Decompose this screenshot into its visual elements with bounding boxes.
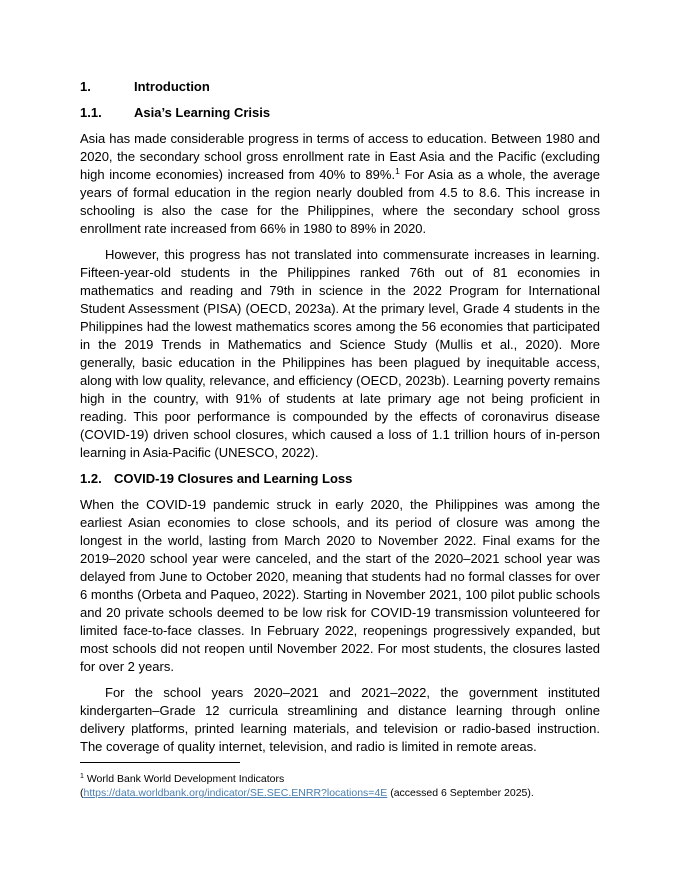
footnote-accessed-date: (accessed 6 September 2025). — [387, 787, 534, 799]
section-title: Introduction — [134, 79, 210, 94]
footnote-marker: 1 — [80, 773, 84, 780]
footnote-source: World Bank World Development Indicators — [83, 773, 285, 785]
section-heading-introduction — [80, 78, 600, 96]
subsection-heading-learning-crisis — [80, 104, 600, 122]
footnote-divider — [80, 762, 240, 763]
subsection-number: 1.2. — [80, 471, 102, 486]
footnote-line-1 — [80, 772, 600, 786]
document-body — [80, 78, 600, 764]
paragraph-text: For Asia as a whole, the average years of formal education in the region nearly doubled from 4.5 to 8.6. This increase in schooling is also the case for the Philippines, where the secondary school gross enrollment rate increased from 66% in 1980 to 89% in 2020. — [80, 167, 600, 236]
section-number: 1. — [80, 79, 91, 94]
paragraph-access-progress — [80, 130, 600, 238]
footnote-link[interactable]: https://data.worldbank.org/indicator/SE.SEC.ENRR?locations=4E — [83, 787, 388, 799]
paragraph-text: Asia has made considerable progress in terms of access to education. Between 1980 and 2020, the secondary school gross enrollment rate in East Asia and the Pacific (excluding high income economies) increased from 40% to 89%. — [80, 131, 600, 182]
footnote-line-2 — [80, 786, 600, 800]
paragraph-distance-learning: For the school years 2020–2021 and 2021–2022, the government instituted kindergarten–Grade 12 curricula streamlining and distance learning through online delivery platforms, printed learning materials, and television or radio-based instruction. The coverage of quality internet, television, and radio is limited in remote areas. — [80, 685, 600, 754]
footnote-open-paren: ( — [80, 787, 84, 799]
subsection-title: COVID-19 Closures and Learning Loss — [114, 471, 353, 486]
subsection-heading-covid-closures — [80, 470, 600, 488]
paragraph-school-closures: When the COVID-19 pandemic struck in early 2020, the Philippines was among the earliest Asian economies to close schools, and its period of closure was among the longest in the world, lasting from March 2020 to November 2022. Final exams for the 2019–2020 school year were canceled, and the start of the 2020–2021 school year was delayed from June to October 2020, meaning that students had no formal classes for over 6 months (Orbeta and Paqueo, 2022). Starting in November 2021, 100 pilot public schools and 20 private schools deemed to be low risk for COVID-19 transmission volunteered for limited face-to-face classes. In February 2022, reopenings progressively expanded, but most schools did not reopen until November 2022. For most students, the closures lasted for over 2 years. — [80, 497, 600, 674]
footnote-reference[interactable]: 1 — [395, 166, 400, 176]
footnote — [80, 772, 600, 800]
subsection-number: 1.1. — [80, 105, 102, 120]
paragraph-learning-outcomes: However, this progress has not translated into commensurate increases in learning. Fifteen-year-old students in the Philippines ranked 76th out of 81 economies in mathematics and reading and 79th in science in the 2022 Program for International Student Assessment (PISA) (OECD, 2023a). At the primary level, Grade 4 students in the Philippines had the lowest mathematics scores among the 56 economies that participated in the 2019 Trends in Mathematics and Science Study (Mullis et al., 2020). More generally, basic education in the Philippines has been plagued by inequitable access, along with low quality, relevance, and efficiency (OECD, 2023b). Learning poverty remains high in the country, with 91% of students at late primary age not being proficient in reading. This poor performance is compounded by the effects of coronavirus disease (COVID-19) driven school closures, which caused a loss of 1.1 trillion hours of in-person learning in Asia-Pacific (UNESCO, 2022). — [80, 247, 600, 460]
subsection-title: Asia’s Learning Crisis — [134, 105, 271, 120]
